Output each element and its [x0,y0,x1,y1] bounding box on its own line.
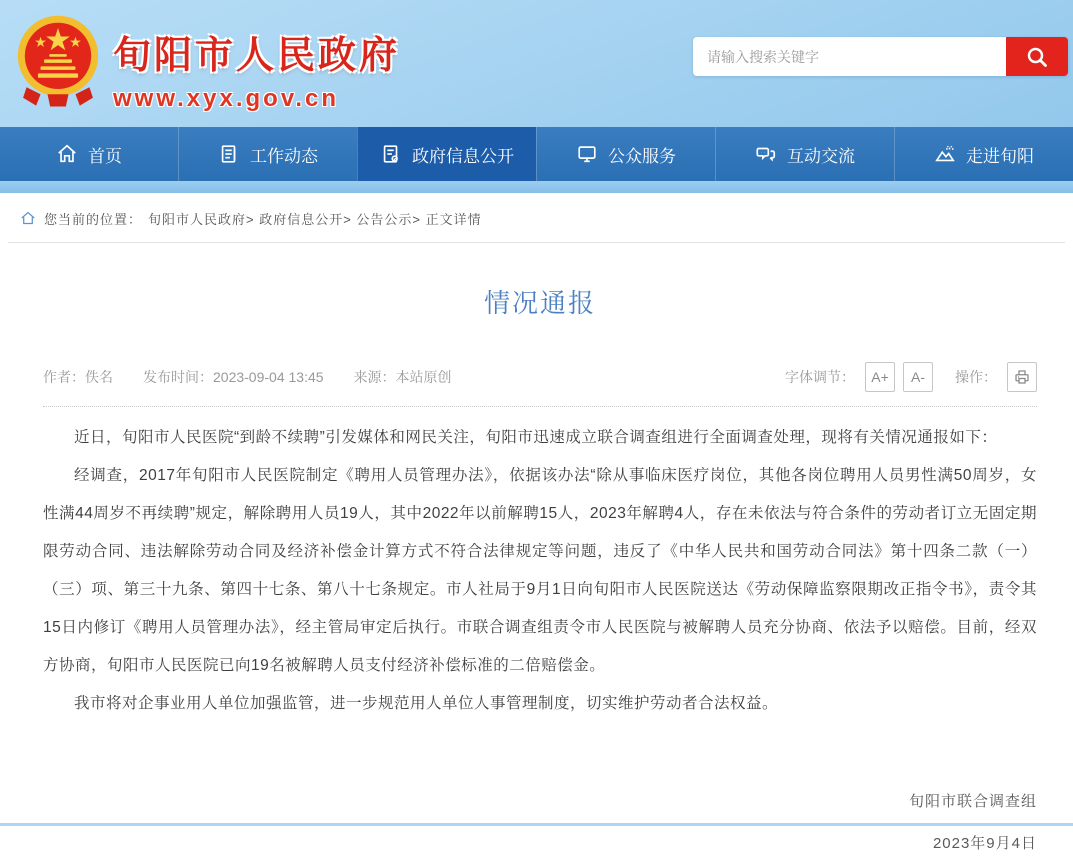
paragraph: 我市将对企事业用人单位加强监管，进一步规范用人单位人事管理制度，切实维护劳动者合法权益。 [74,695,779,712]
meta-source: 来源：本站原创 [353,369,452,385]
font-adjust-label: 字体调节： [785,369,855,385]
nav-item-public-service[interactable] [536,127,715,181]
article-title: 情况通报 [483,288,596,318]
nav-item-about-xunyang[interactable] [894,127,1073,181]
site-title: 旬阳市人民政府 [113,35,401,77]
print-button[interactable] [1007,362,1037,392]
news-document-icon [218,143,240,165]
brand-text [113,14,400,113]
nav-item-interaction[interactable] [715,127,894,181]
home-icon [56,143,78,165]
breadcrumb-path[interactable]: 旬阳市人民政府> 政府信息公开> 公告公示> 正文详情 [148,211,482,227]
chat-bubbles-icon [755,143,777,165]
mountain-scenery-icon [934,143,956,165]
printer-icon [1013,368,1031,386]
article-body [43,419,1037,723]
site-url: www.xyx.gov.cn [113,85,340,112]
info-disclosure-icon [380,143,402,165]
nav-item-gov-info-disclosure[interactable] [357,127,536,181]
search-input[interactable] [693,37,1006,76]
breadcrumb-prefix: 您当前的位置： [44,211,143,227]
site-brand[interactable] [13,14,400,113]
font-increase-button[interactable]: A+ [865,362,895,392]
font-decrease-button[interactable]: A- [903,362,933,392]
article-meta-row [43,362,1037,407]
breadcrumb-home-icon [20,211,36,225]
search-icon [1025,45,1049,69]
nav-item-label: 互动交流 [787,146,855,166]
nav-item-label: 公众服务 [608,146,676,166]
meta-publish-time: 发布时间：2023-09-04 13:45 [143,369,324,385]
nav-item-label: 走进旬阳 [966,146,1034,166]
search-button[interactable] [1006,37,1068,76]
nav-item-label: 工作动态 [250,146,318,166]
site-header [0,0,1073,127]
search-box [693,37,1068,76]
paragraph: 近日，旬阳市人民医院“到龄不续聘”引发媒体和网民关注，旬阳市迅速成立联合调查组进行全面调查处理，现将有关情况通报如下： [74,429,998,446]
signature-date: 2023年9月4日 [932,835,1037,852]
paragraph: 经调查，2017年旬阳市人民医院制定《聘用人员管理办法》，依据该办法“除从事临床医疗岗位，其他各岗位聘用人员男性满50周岁，女性满44周岁不再续聘”规定，解除聘用人员19人，其中2022年以前解聘15人，2023年解聘4人，存在未依法与符合条件的劳动者订立无固定期限劳动合同、违法解除劳动合同及经济补偿金计算方式不符合法律规定等问题，违反了《中华人民共和国劳动合同法》第十四条二款（一） （三）项、第三十九条、第四十七条、第八十七条规定。市人社局于9月1日向旬阳市人民医院送达《劳动保障监察限期改正指令书》，责令其15日内修订《聘用人员管理办法》，经主管局审定后执行。市联合调查组责令市人民医院与被解聘人员充分协商、依法予以赔偿。目前，经双方协商，旬阳市人民医院已向19名被解聘人员支付经济补偿标准的二倍赔偿金。 [43,467,1037,674]
article-tools [785,362,1037,392]
national-emblem-logo [13,14,103,110]
monitor-icon [576,143,598,165]
breadcrumb [0,193,1073,243]
nav-item-label: 首页 [88,146,122,166]
article-meta [43,367,482,387]
nav-item-home[interactable] [0,127,178,181]
article [0,283,1073,865]
nav-bottom-strip [0,181,1073,193]
action-label: 操作： [955,369,997,385]
nav-item-label: 政府信息公开 [412,146,514,166]
main-nav [0,127,1073,181]
nav-item-work-news[interactable] [178,127,357,181]
meta-author: 作者：佚名 [43,369,113,385]
signature-org: 旬阳市联合调查组 [908,793,1037,810]
